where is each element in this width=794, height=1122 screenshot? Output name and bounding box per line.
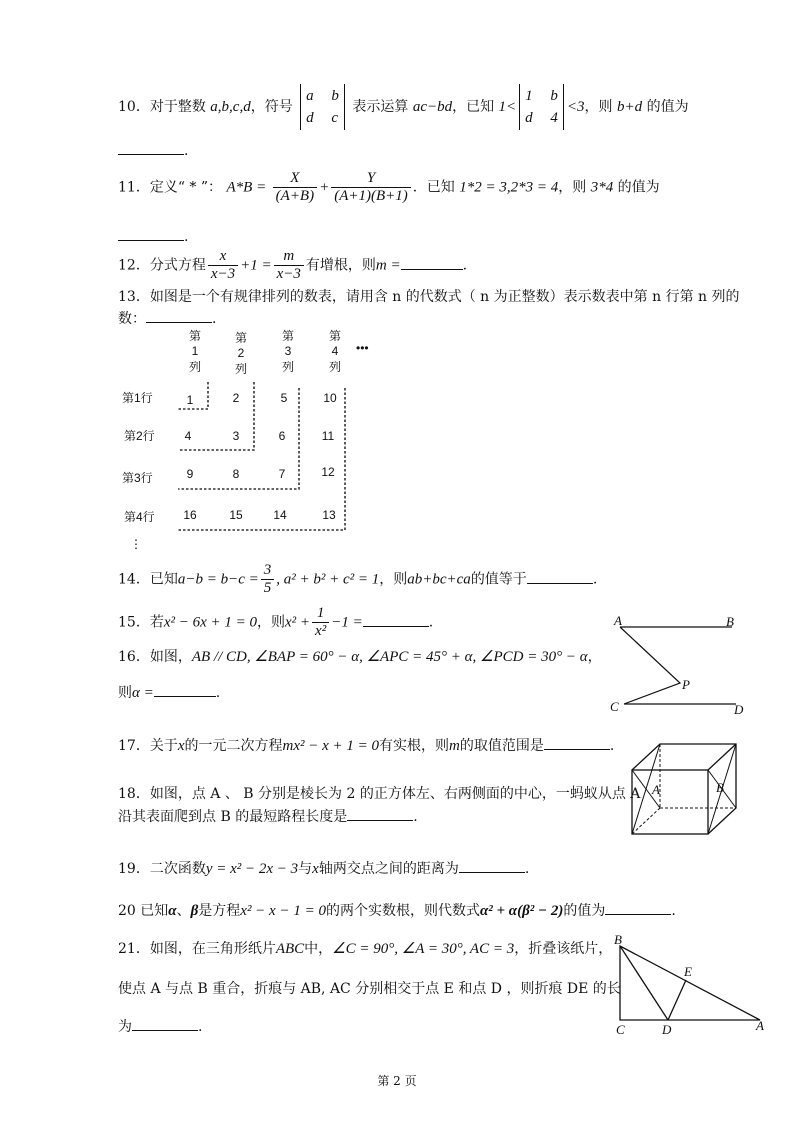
column-header-3: 第 <box>281 329 295 343</box>
question-12: 12．分式方程 $\frac{x}{x-3}$ +1 = $\frac{m}{x-3}$ 有增根，则m = . <box>118 248 468 282</box>
question-18-line1: 18．如图，点 A 、 B 分别是棱长为 2 的正方体左、右两侧面的中心，一蚂蚁从点 A <box>118 786 641 802</box>
svg-text:12: 12 <box>321 465 335 479</box>
svg-text:4: 4 <box>184 429 192 443</box>
answer-blank[interactable] <box>118 140 184 155</box>
label-A: A <box>614 613 622 628</box>
figure-18-cube <box>626 740 746 840</box>
column-header-2: 第 <box>234 331 248 345</box>
number-table <box>110 322 370 552</box>
label-C: C <box>610 699 619 714</box>
row-label-1: 第1行 <box>122 391 153 405</box>
svg-text:1: 1 <box>191 344 199 358</box>
label-P: P <box>682 677 690 692</box>
fraction: $\frac{1}{\text{x²}}$ <box>312 605 329 640</box>
column-header-1: 第 <box>188 329 202 343</box>
answer-blank[interactable] <box>146 308 212 323</box>
question-16-line1: 16．如图，AB // CD, ∠BAP = 60° − α, ∠APC = 45° + α, ∠PCD = 30° − α， <box>118 649 602 665</box>
answer-blank[interactable] <box>363 612 429 627</box>
svg-text:9: 9 <box>186 467 194 481</box>
svg-text:4: 4 <box>331 344 339 358</box>
question-21-line1: 21．如图，在三角形纸片ABC中，∠C = 90°, ∠A = 30°, AC = 3，折叠该纸片， <box>118 941 613 957</box>
label-A: A <box>652 782 660 797</box>
svg-text:列: 列 <box>234 362 248 376</box>
answer-blank[interactable] <box>544 735 610 750</box>
svg-text:14: 14 <box>273 508 287 522</box>
label-D: D <box>734 702 744 717</box>
question-17: 17．关于x的一元二次方程mx² − x + 1 = 0有实根，则m的取值范围是 . <box>118 735 614 755</box>
svg-text:11: 11 <box>321 429 335 443</box>
svg-text:3: 3 <box>284 344 292 358</box>
svg-text:10: 10 <box>323 391 337 405</box>
svg-text:列: 列 <box>328 360 342 374</box>
svg-text:15: 15 <box>229 508 243 522</box>
question-18-line2: 沿其表面爬到点 B 的最短路程长度是 . <box>118 806 418 826</box>
svg-text:8: 8 <box>232 467 240 481</box>
figure-16-parallel-lines <box>606 610 756 720</box>
answer-blank[interactable] <box>154 682 216 697</box>
answer-blank[interactable] <box>132 1016 198 1031</box>
fraction: $\frac{X}{(A+B)}$ <box>273 170 317 205</box>
fraction: $\frac{m}{x-3}$ <box>274 248 304 283</box>
horizontal-ellipsis: ••• <box>356 341 369 355</box>
svg-text:7: 7 <box>278 467 286 481</box>
answer-line-10: . <box>118 140 188 160</box>
vertical-ellipsis: ⋮ <box>130 537 142 551</box>
fraction: $\frac{3}{5}$ <box>261 562 275 597</box>
svg-text:2: 2 <box>232 391 240 405</box>
question-13-line1: 13．如图是一个有规律排列的数表，请用含 n 的代数式（ n 为正整数）表示数表中第 n 行第 n 列的 <box>118 289 740 305</box>
determinant-symbol: a b d c <box>300 84 345 130</box>
answer-blank[interactable] <box>401 255 463 270</box>
question-21-line2: 使点 A 与点 B 重合，折痕与 AB, AC 分别相交于点 E 和点 D ，则折痕 DE 的长 <box>118 981 621 997</box>
question-13-line2: 数： . <box>118 308 216 328</box>
svg-text:5: 5 <box>280 391 288 405</box>
label-D: D <box>662 1022 672 1037</box>
svg-text:2: 2 <box>237 346 245 360</box>
answer-blank[interactable] <box>605 900 671 915</box>
svg-text:1: 1 <box>186 393 194 407</box>
svg-text:13: 13 <box>322 508 336 522</box>
label-C: C <box>616 1022 625 1037</box>
label-B: B <box>716 780 724 795</box>
svg-text:16: 16 <box>183 508 197 522</box>
label-B: B <box>614 932 622 947</box>
answer-blank[interactable] <box>118 226 184 241</box>
question-14: 14．已知a−b = b−c = $\frac{3}{5}$ , a² + b² + c² = 1，则ab+bc+ca的值等于 . <box>118 562 598 596</box>
figure-21-triangle <box>610 930 770 1042</box>
column-header-4: 第 <box>328 329 342 343</box>
question-10: 10．对于整数 a,b,c,d，符号 a b d c 表示运算 ac−bd，已知 1< 1 b d 4 <3，则 b+d 的值为 <box>118 84 689 130</box>
fraction: $\frac{Y}{(A+1)(B+1)}$ <box>331 170 411 205</box>
label-E: E <box>684 964 692 979</box>
page-footer: 第 2 页 <box>377 1074 417 1088</box>
svg-text:3: 3 <box>232 429 240 443</box>
row-label-4: 第4行 <box>124 510 155 524</box>
row-label-2: 第2行 <box>124 429 155 443</box>
svg-text:列: 列 <box>281 360 295 374</box>
question-11: 11．定义“ * ”： A*B = $\frac{X}{(A+B)}$ + $\frac{Y}{(A+1)(B+1)}$ ．已知 1*2 = 3,2*3 = 4，则 3*4 的值为 <box>118 170 660 204</box>
label-B: B <box>726 614 734 629</box>
label-A: A <box>756 1018 764 1033</box>
answer-line-11: . <box>118 226 188 246</box>
question-19: 19．二次函数y = x² − 2x − 3与x轴两交点之间的距离为 . <box>118 858 529 878</box>
question-21-line3: 为 . <box>118 1016 202 1036</box>
question-20: 20 已知α、β是方程x² − x − 1 = 0的两个实数根，则代数式α² + α(β² − 2)的值为 . <box>118 900 676 920</box>
fraction: $\frac{x}{x-3}$ <box>208 248 238 283</box>
question-16-line2: 则α = . <box>118 682 220 702</box>
answer-blank[interactable] <box>459 858 525 873</box>
svg-text:6: 6 <box>278 429 286 443</box>
answer-blank[interactable] <box>347 806 413 821</box>
row-label-3: 第3行 <box>122 471 153 485</box>
question-15: 15．若x² − 6x + 1 = 0，则x² + $\frac{1}{\text{x²}}$ −1 = . <box>118 605 434 639</box>
determinant-condition: 1 b d 4 <box>519 84 564 130</box>
answer-blank[interactable] <box>527 569 593 584</box>
svg-text:列: 列 <box>188 360 202 374</box>
